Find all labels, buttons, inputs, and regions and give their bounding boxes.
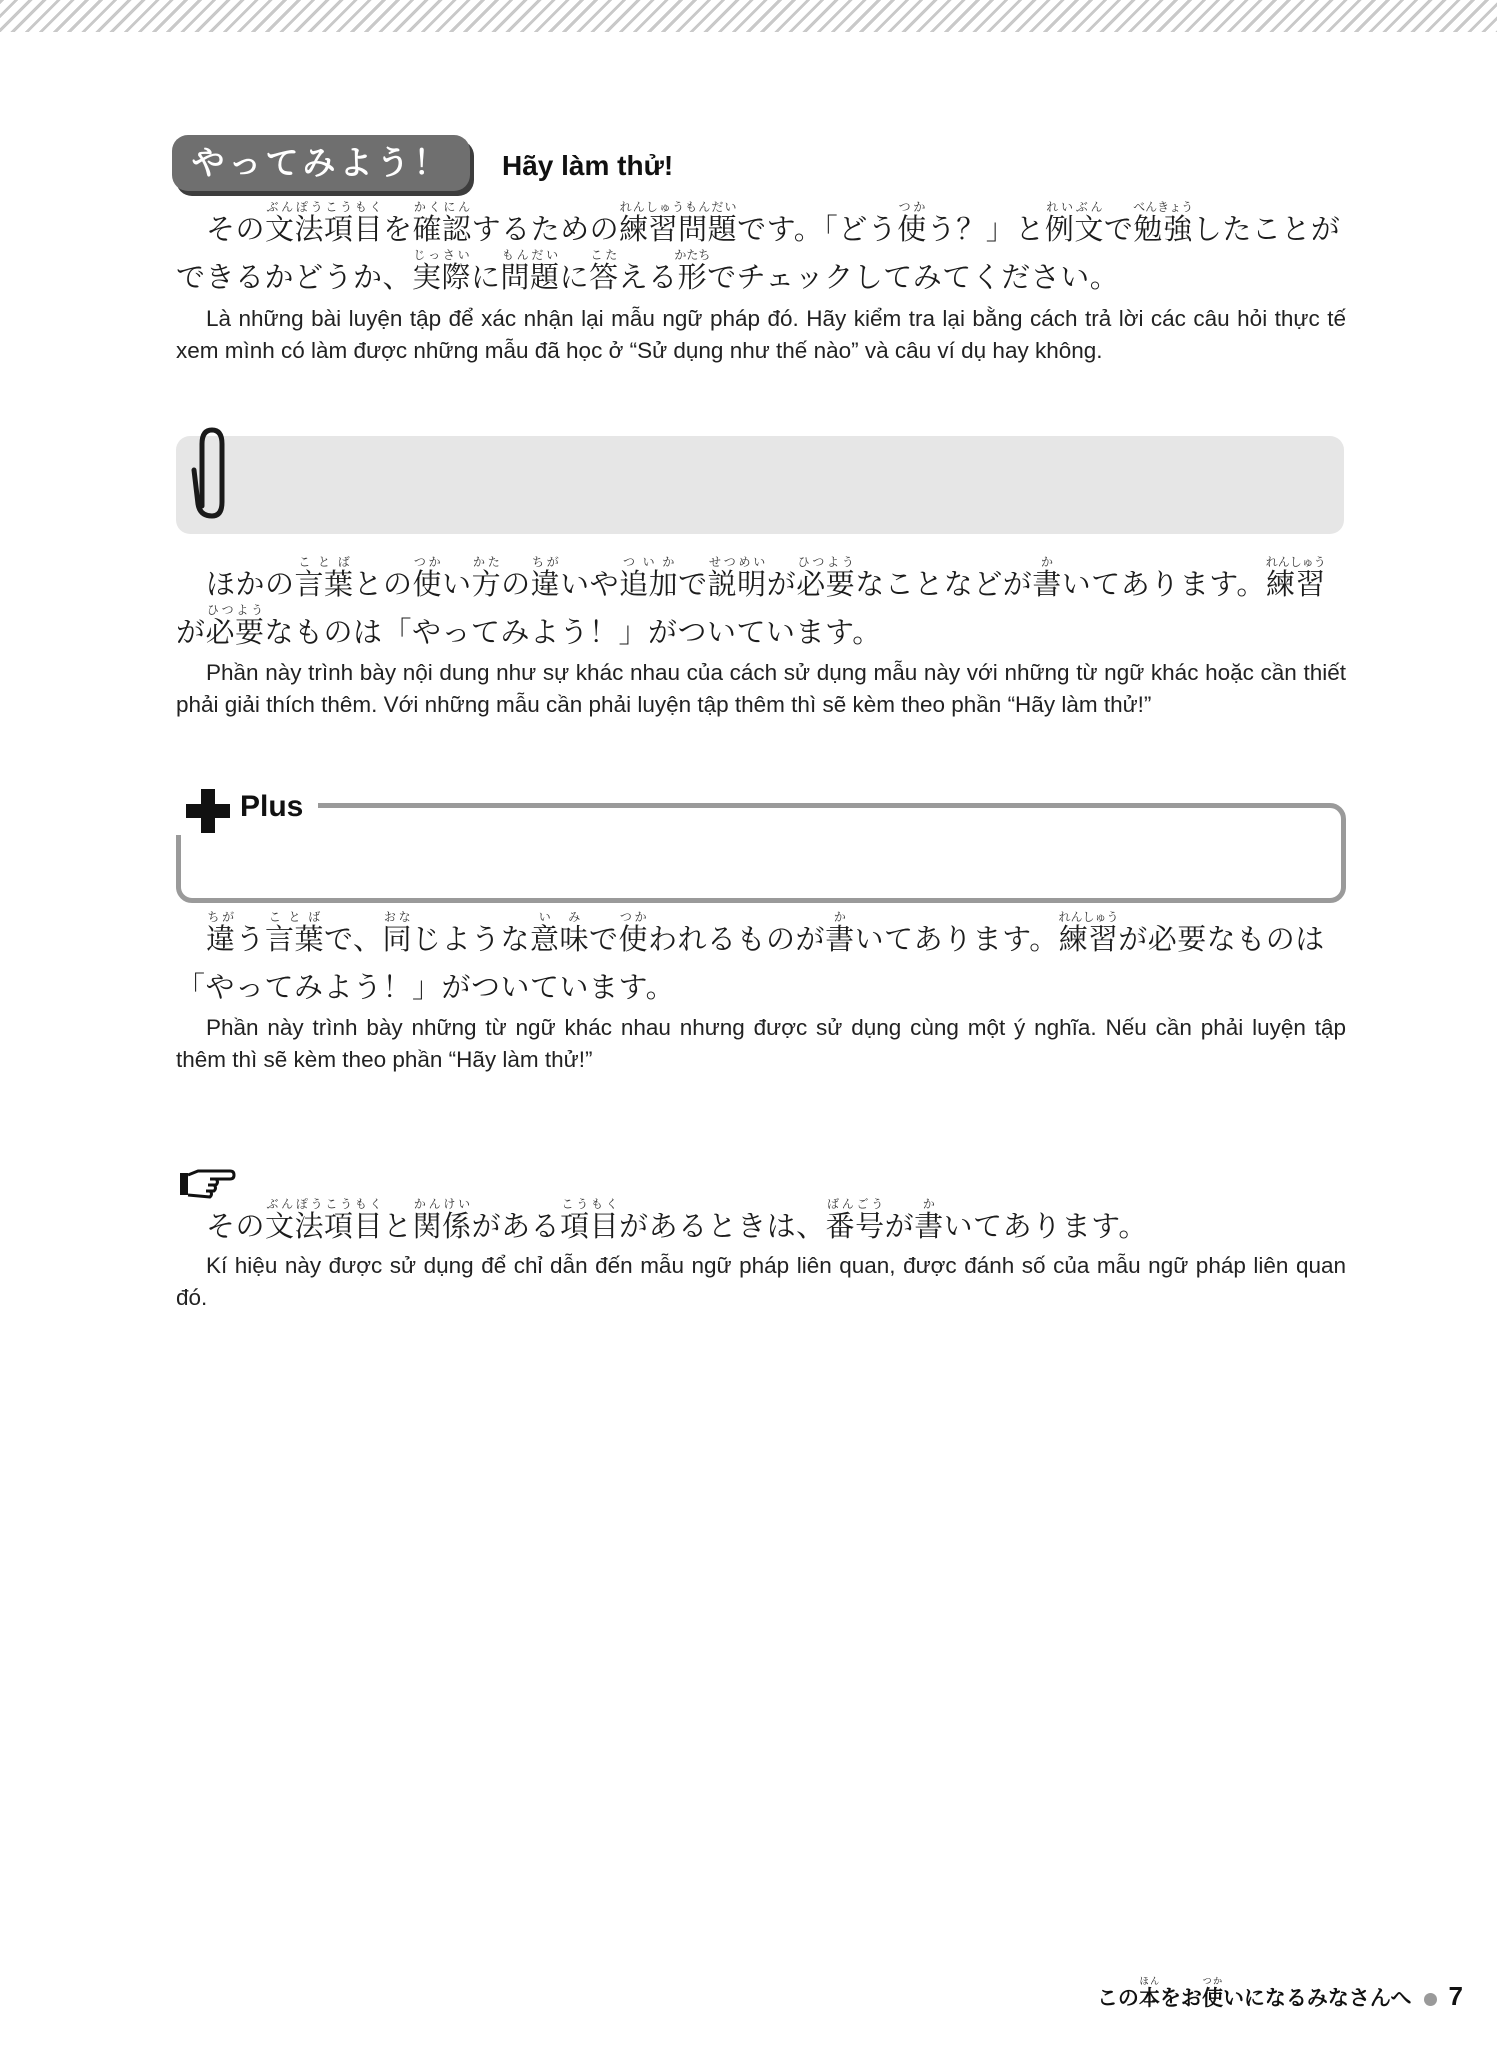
yattemiyou-badge: やってみよう！	[172, 135, 470, 191]
yattemiyou-vi-text: Là những bài luyện tập để xác nhận lại mẫu ngữ pháp đó. Hãy kiểm tra lại bằng cách trả lời các câu hỏi thực tế xem mình có làm được những mẫu đã học ở “Sử dụng như thế nào” và câu ví dụ hay không.	[176, 306, 1346, 363]
paperclip-icon	[186, 422, 234, 522]
pointing-hand-icon	[176, 1165, 236, 1201]
clip-vi-text: Phần này trình bày nội dung như sự khác nhau của cách sử dụng mẫu này với những từ ngữ khác hoặc cần thiết phải giải thích thêm. Với những mẫu cần phải luyện tập thêm thì sẽ kèm theo phần “Hãy làm thử!”	[176, 660, 1346, 717]
plus-note-box	[176, 803, 1346, 903]
footer-title: この本ほんをお使つかいになるみなさんへ	[1096, 1977, 1412, 2010]
reference-vi-text: Kí hiệu này được sử dụng để chỉ dẫn đến mẫu ngữ pháp liên quan, được đánh số của mẫu ngữ pháp liên quan đó.	[176, 1253, 1346, 1310]
clip-note-box	[176, 436, 1344, 534]
top-stripe-border	[0, 0, 1497, 32]
reference-jp-text: その文法項目ぶんぽうこうもくと関係かんけいがある項目こうもくがあるときは、番号ばんごうが書かいてあります。	[206, 1197, 1148, 1243]
plus-label: Plus	[240, 790, 304, 823]
footer-dot-icon	[1424, 1993, 1437, 2006]
plus-jp-text: 違ちがう言葉ことばで、同おなじような意味いみで使つかわれるものが書かいてあります。練習れんしゅうが必要なものは「やってみよう！」がついています。	[176, 910, 1325, 1004]
plus-cross-icon	[184, 787, 232, 835]
yattemiyou-jp-text: その文法項目ぶんぽうこうもくを確認かくにんするための練習問題れんしゅうもんだいです。「どう使つかう？」と例文れいぶんで勉強べんきょうしたことができるかどうか、実際じっさいに問題もんだいに答こたえる形かたちでチェックしてみてください。	[176, 200, 1341, 294]
yattemiyou-vi-title: Hãy làm thử!	[502, 150, 674, 181]
page-number: 7	[1448, 1981, 1463, 2011]
plus-vi-text: Phần này trình bày những từ ngữ khác nhau nhưng được sử dụng cùng một ý nghĩa. Nếu cần phải luyện tập thêm thì sẽ kèm theo phần “Hãy làm thử!”	[176, 1015, 1346, 1072]
clip-jp-text: ほかの言葉ことばとの使つかい方かたの違ちがいや追加ついかで説明せつめいが必要ひつようなことなどが書かいてあります。練習れんしゅうが必要ひつようなものは「やってみよう！」がついています。	[176, 555, 1326, 649]
page-footer	[1097, 1977, 1463, 2012]
